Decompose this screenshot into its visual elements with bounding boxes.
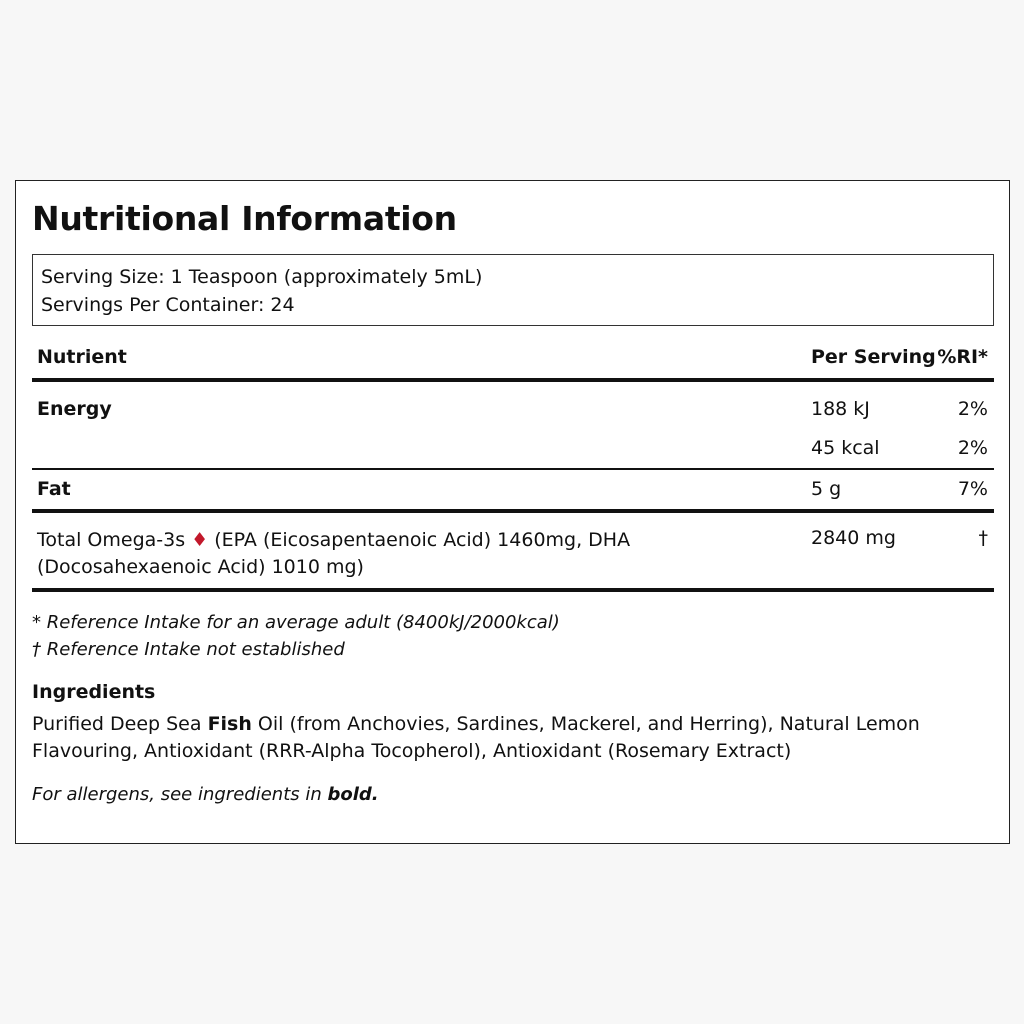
header-per-serving: Per Serving (811, 346, 936, 368)
omega-ri: † (978, 527, 988, 549)
footnote-ri: * Reference Intake for an average adult (8400kJ/2000kcal) (32, 612, 560, 633)
footnote-dagger: † Reference Intake not established (32, 639, 345, 660)
diamond-icon: ♦ (191, 529, 209, 551)
energy-kj-value: 188 kJ (811, 398, 870, 420)
table-bottom-divider (32, 588, 994, 592)
ingredients-heading: Ingredients (32, 681, 156, 703)
fat-divider (32, 509, 994, 513)
ingredients-text (32, 711, 992, 765)
nutrient-fat: Fat (37, 478, 71, 500)
allergen-text: For allergens, see ingredients in (32, 784, 328, 805)
page-title: Nutritional Information (32, 199, 457, 238)
nutrient-omega: Total Omega-3s (37, 529, 186, 551)
ingredients-part-2: Oil (from Anchovies, Sardines, Mackerel, and Herring), Natural Lemon Flavouring, Antioxidant (RRR-Alpha Tocopherol), Antioxidant (Rosemary Extract) (32, 713, 920, 762)
header-ri: %RI* (937, 346, 988, 368)
fat-ri: 7% (957, 478, 988, 500)
servings-per-container: Servings Per Container: 24 (41, 294, 295, 316)
serving-info-box (32, 254, 994, 326)
allergen-note (32, 784, 379, 805)
energy-kcal-value: 45 kcal (811, 437, 880, 459)
omega-description (37, 527, 677, 581)
serving-size: Serving Size: 1 Teaspoon (approximately 5mL) (41, 266, 483, 288)
energy-kj-ri: 2% (957, 398, 988, 420)
energy-kcal-ri: 2% (957, 437, 988, 459)
table-row-omega (32, 527, 994, 587)
ingredients-allergen-word: Fish (207, 713, 252, 735)
omega-detail: (EPA (Eicosapentaenoic Acid) 1460mg, DHA (Docosahexaenoic Acid) 1010 mg) (37, 529, 631, 578)
omega-value: 2840 mg (811, 527, 896, 549)
nutrient-energy: Energy (37, 398, 112, 420)
nutrition-panel (15, 180, 1010, 844)
ingredients-part-1: Purified Deep Sea (32, 713, 208, 735)
footnotes (32, 609, 560, 663)
header-divider (32, 378, 994, 382)
row-divider (32, 468, 994, 470)
fat-value: 5 g (811, 478, 842, 500)
header-nutrient: Nutrient (37, 346, 127, 368)
allergen-bold: bold. (327, 784, 379, 805)
